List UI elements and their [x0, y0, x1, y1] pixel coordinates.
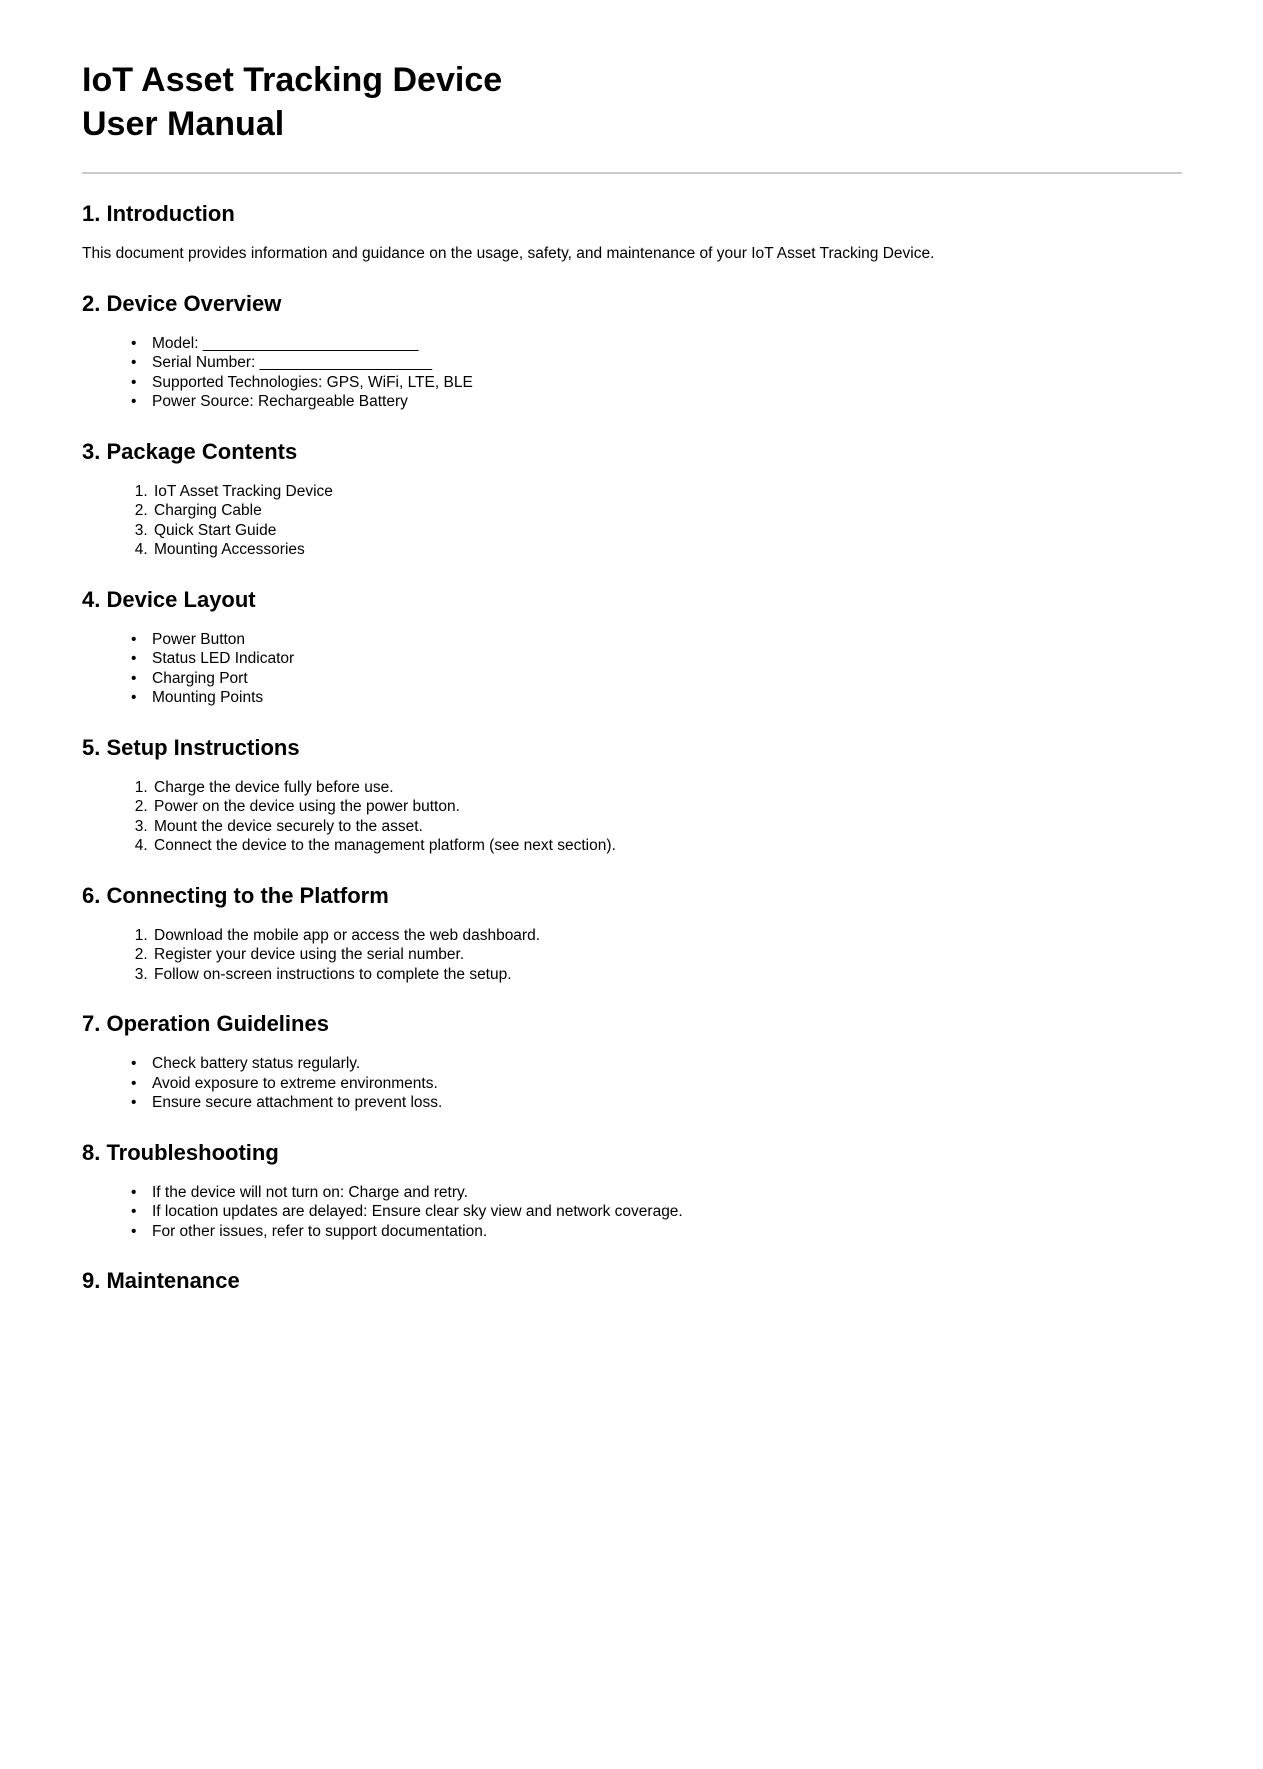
section-operation-guidelines [82, 1010, 1182, 1113]
section-heading: 2. Device Overview [82, 290, 282, 316]
list-item: 3. Mount the device securely to the asset. [152, 817, 1182, 837]
section-heading: 3. Package Contents [82, 438, 298, 464]
section-introduction [82, 200, 1182, 264]
list-item: • Avoid exposure to extreme environments. [152, 1074, 1182, 1094]
list-item: 2. Charging Cable [152, 501, 1182, 521]
list-item: 3. Follow on-screen instructions to complete the setup. [152, 965, 1182, 985]
section-heading: 6. Connecting to the Platform [82, 882, 389, 908]
section-setup-instructions [82, 734, 1182, 856]
bullet-list [82, 1183, 1182, 1242]
bullet-list [82, 1054, 1182, 1113]
list-item: 4. Connect the device to the management platform (see next section). [152, 836, 1182, 856]
list-item: • Status LED Indicator [152, 649, 1182, 669]
section-paragraph: This document provides information and guidance on the usage, safety, and maintenance of your IoT Asset Tracking Device. [82, 245, 935, 262]
numbered-list [82, 778, 1182, 856]
list-item: • Power Source: Rechargeable Battery [152, 392, 1182, 412]
section-device-layout [82, 586, 1182, 708]
list-item: • For other issues, refer to support documentation. [152, 1222, 1182, 1242]
section-troubleshooting [82, 1139, 1182, 1242]
list-item: 1. IoT Asset Tracking Device [152, 482, 1182, 502]
document-title [82, 58, 1182, 146]
bullet-list [82, 630, 1182, 708]
list-item: 1. Charge the device fully before use. [152, 778, 1182, 798]
list-item: • Ensure secure attachment to prevent loss. [152, 1093, 1182, 1113]
section-heading: 9. Maintenance [82, 1268, 240, 1293]
section-package-contents [82, 438, 1182, 560]
list-item: • Power Button [152, 630, 1182, 650]
list-item: • Charging Port [152, 669, 1182, 689]
section-heading: 1. Introduction [82, 201, 235, 226]
bullet-list [82, 334, 1182, 412]
section-heading: 8. Troubleshooting [82, 1139, 279, 1165]
list-item: • If the device will not turn on: Charge and retry. [152, 1183, 1182, 1203]
list-item: • Serial Number: ____________________ [152, 353, 1182, 373]
numbered-list [82, 482, 1182, 560]
document-title-line-1: IoT Asset Tracking Device [82, 61, 503, 99]
section-device-overview [82, 290, 1182, 412]
horizontal-divider [82, 172, 1182, 174]
list-item: 1. Download the mobile app or access the web dashboard. [152, 926, 1182, 946]
list-item: • Supported Technologies: GPS, WiFi, LTE, BLE [152, 373, 1182, 393]
list-item: 4. Mounting Accessories [152, 540, 1182, 560]
list-item: 2. Power on the device using the power button. [152, 797, 1182, 817]
section-heading: 7. Operation Guidelines [82, 1011, 329, 1036]
list-item: 2. Register your device using the serial number. [152, 945, 1182, 965]
list-item: • If location updates are delayed: Ensure clear sky view and network coverage. [152, 1202, 1182, 1222]
list-item: • Model: _________________________ [152, 334, 1182, 354]
list-item: • Mounting Points [152, 688, 1182, 708]
numbered-list [82, 926, 1182, 985]
document-title-line-2: User Manual [82, 105, 285, 143]
section-heading: 5. Setup Instructions [82, 734, 300, 760]
list-item: 3. Quick Start Guide [152, 521, 1182, 541]
section-maintenance [82, 1267, 1182, 1294]
section-heading: 4. Device Layout [82, 586, 256, 612]
section-connecting-to-platform [82, 882, 1182, 985]
list-item: • Check battery status regularly. [152, 1054, 1182, 1074]
